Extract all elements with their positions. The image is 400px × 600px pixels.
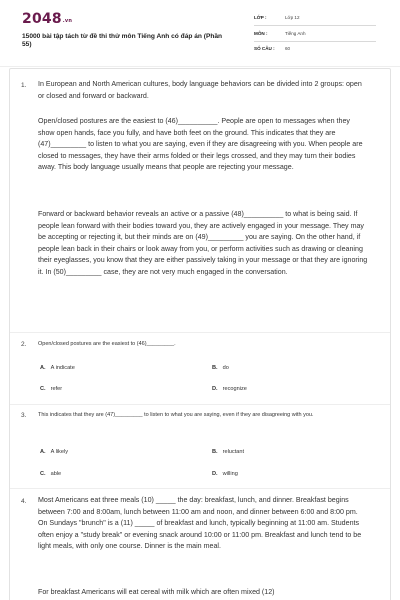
option-d[interactable] [212,386,247,392]
question-count-label: SỐ CÂU : [254,46,275,51]
question-count-value: 60 [285,46,291,51]
passage-paragraph: Most Americans eat three meals (10) _____ the day: breakfast, lunch, and dinner. Breakfast begins between 7:00 and 8:00am, lunch between 11:00 am and noon, and dinner between 6:00 and 8:00 pm. On Sundays "brunch" is a (11) _____ of breakfast and lunch, typically beginning at 11:00 am. Students often enjoy a "study break" or evening snack around 10:00 or 11:00 pm. Breakfast and lunch tend to be light meals, with only one course. Dinner is the main meal. [38,496,362,550]
option-text: willing [222,471,238,477]
question-number: 4. [21,498,27,505]
passage-paragraph: In European and North American cultures, body language behaviors can be divided into 2 groups: open or closed and forward or backward. [38,80,362,100]
question-divider [10,332,390,333]
option-letter: A. [40,365,46,371]
option-text: A indicate [50,365,75,371]
passage-paragraph: For breakfast Americans will eat cereal with milk which are often mixed (12) [38,588,275,596]
option-a[interactable] [40,365,75,371]
option-letter: B. [212,365,218,371]
grade-value: Lớp 12 [285,15,300,20]
document-title: 15000 bài tập tách từ đề thi thử môn Tiếng Anh có đáp án (Phần 55) [22,33,223,49]
option-text: able [50,471,62,477]
question-stem: This indicates that they are (47)_________ to listen to what you are saying, even if they are disagreeing with you. [38,412,314,418]
subject-value: Tiếng Anh [285,31,306,36]
option-letter: D. [212,471,218,477]
option-text: reluctant [222,449,245,455]
option-text: A likely [50,449,69,455]
passage-paragraph: Open/closed postures are the easiest to (46)__________. People are open to messages when they show open hands, face you fully, and have both feet on the ground. This indicates that they are (47)_________ to listen to what you are saying, even if they are disagreeing with you. When people are closed to messages, they have their arms folded or their legs crossed, and they may turn their bodies away. This body language usually means that people are rejecting your message. [38,117,363,171]
question-number: 3. [21,412,27,419]
document-header [0,0,400,66]
option-b[interactable] [212,365,229,371]
logo-suffix: .vn [62,18,73,24]
option-text: do [222,365,229,371]
meta-divider [254,41,376,42]
logo-text: 2048 [22,11,62,27]
option-d[interactable] [212,471,238,477]
option-letter: A. [40,449,46,455]
question-number: 1. [21,82,27,89]
option-a[interactable] [40,449,68,455]
option-letter: C. [40,386,46,392]
option-c[interactable] [40,471,61,477]
question-number: 2. [21,341,27,348]
meta-divider [254,25,376,26]
option-letter: D. [212,386,218,392]
passage-paragraph: Forward or backward behavior reveals an active or a passive (48)__________ to what is being said. If people lean forward with their bodies toward you, they are actively engaged in your message. They may be accepting or rejecting it, but their minds are on (49)_________ you are saying. On the other hand, if people lean back in their chairs or look away from you, or perform activities such as drawing or cleaning their eyeglasses, you know that they are either passively taking in your message or that they are ignoring it. In (50)_________ case, they are not very much engaged in the conversation. [38,210,368,276]
option-text: refer [50,386,63,392]
question-divider [10,404,390,405]
option-letter: C. [40,471,46,477]
option-b[interactable] [212,449,244,455]
option-c[interactable] [40,386,62,392]
question-stem: Open/closed postures are the easiest to (46)_________. [38,341,176,347]
site-logo[interactable] [22,11,72,27]
option-text: recognize [222,386,247,392]
option-letter: B. [212,449,218,455]
grade-label: LỚP : [254,15,267,20]
subject-label: MÔN : [254,31,268,36]
question-divider [10,488,390,489]
header-divider [0,66,400,67]
